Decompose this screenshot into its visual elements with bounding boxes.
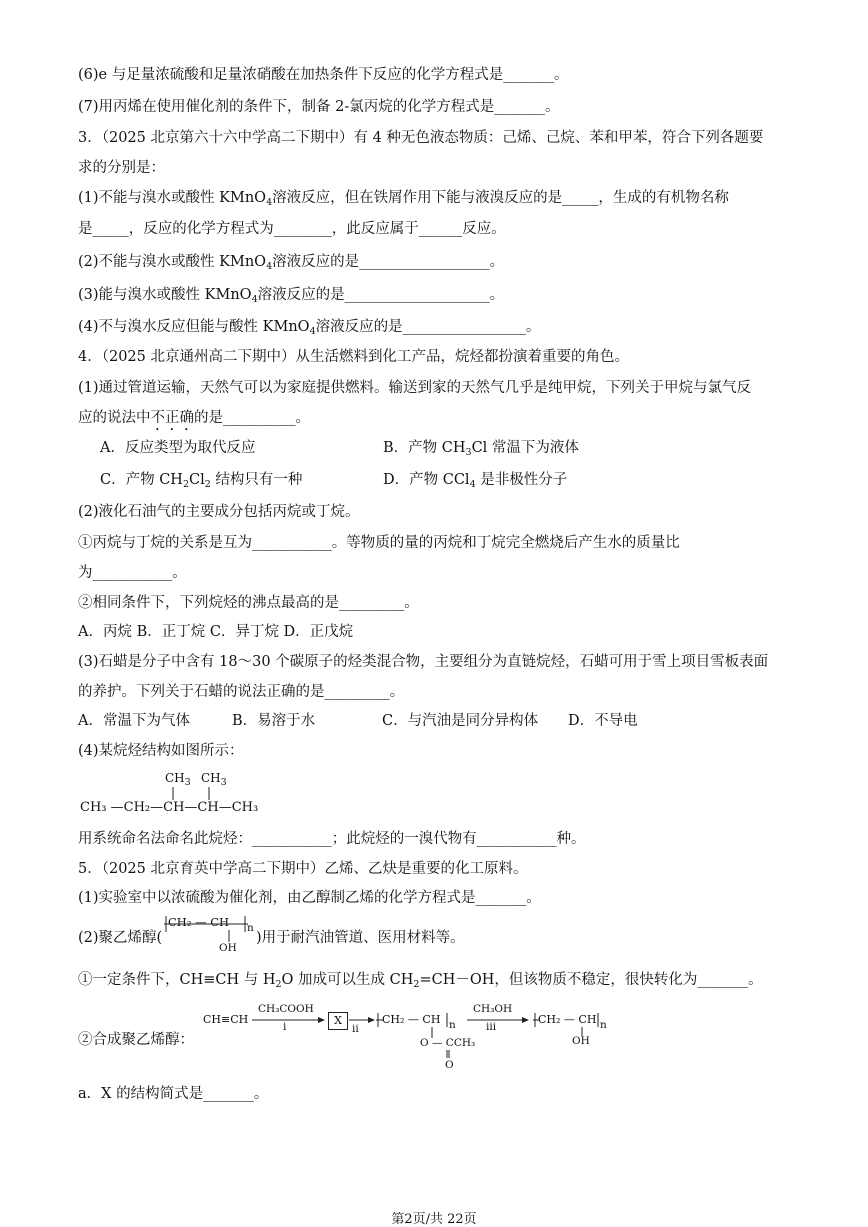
- q4-2-1-line2: 为___________。: [78, 565, 187, 581]
- q3-stem-1: 3．（2025 北京第六十六中学高二下期中）有 4 种无色液态物质：己烯、己烷、苯和甲苯，符合下列各题要: [78, 130, 764, 146]
- q3-3: (3)能与溴水或酸性 KMnO$_4$溶液反应的是____________________。: [78, 287, 505, 305]
- q3-stem-2: 求的分别是：: [78, 160, 165, 176]
- scheme-product-2: CH₂ — CH: [538, 1013, 597, 1026]
- scheme-n-2: n: [600, 1019, 607, 1031]
- pva-oh: OH: [219, 942, 237, 954]
- pva-chain: CH₂ — CH: [168, 915, 230, 929]
- q4-stem: 4．（2025 北京通州高二下期中）从生活燃料到化工产品，烷烃都扮演着重要的角色。: [78, 349, 629, 365]
- q4-1-line2: 应的说法中不正确的是__________。: [78, 410, 310, 426]
- q5-stem: 5．（2025 北京育英中学高二下期中）乙烯、乙炔是重要的化工原料。: [78, 861, 528, 877]
- scheme-start: CH≡CH: [203, 1013, 249, 1026]
- q4-3-option-a: A．常温下为气体: [78, 713, 190, 729]
- q4-4-name: 用系统命名法命名此烷烃：___________；此烷烃的一溴代物有___________种。: [78, 831, 586, 847]
- q5-1: (1)实验室中以浓硫酸为催化剂，由乙醇制乙烯的化学方程式是_______。: [78, 890, 541, 906]
- structure-branch-1: $CH_3$: [165, 771, 191, 788]
- scheme-x-box: X: [328, 1012, 348, 1030]
- q4-2-1-line1: ①丙烷与丁烷的关系是互为___________。等物质的量的丙烷和丁烷完全燃烧后产生水的质量比: [78, 535, 680, 551]
- q4-option-d: D．产物 CCl$_4$ 是非极性分子: [383, 472, 568, 490]
- scheme-reagent-3: CH₃OH: [473, 1003, 513, 1015]
- q4-3-option-c: C．与汽油是同分异构体: [382, 713, 539, 729]
- q3-4: (4)不与溴水反应但能与酸性 KMnO$_4$溶液反应的是_________________。: [78, 319, 541, 337]
- structure-branch-2: $CH_3$: [201, 771, 227, 788]
- q4-3-option-d: D．不导电: [568, 713, 638, 729]
- q4-option-b: B．产物 $CH_3Cl$ 常温下为液体: [383, 440, 579, 458]
- q4-2-2: ②相同条件下，下列烷烃的沸点最高的是_________。: [78, 595, 419, 611]
- scheme-step-2: ii: [352, 1023, 359, 1035]
- q4-option-a: A．反应类型为取代反应: [100, 440, 256, 456]
- q4-2: (2)液化石油气的主要成分包括丙烷或丁烷。: [78, 504, 360, 520]
- q2-7: (7)用丙烯在使用催化剂的条件下，制备 2-氯丙烷的化学方程式是_______。: [78, 99, 560, 115]
- q5-a: a．X 的结构简式是_______。: [78, 1086, 269, 1102]
- q5-2-pre: (2)聚乙烯醇(: [78, 930, 163, 946]
- q4-3-line2: 的养护。下列关于石蜡的说法正确的是_________。: [78, 684, 405, 700]
- q4-1-line1: (1)通过管道运输，天然气可以为家庭提供燃料。输送到家的天然气几乎是纯甲烷，下列关于甲烷与氯气反: [78, 380, 752, 396]
- scheme-step-1: i: [283, 1021, 287, 1033]
- q3-1-line1: (1)不能与溴水或酸性 KMnO$_4$溶液反应，但在铁屑作用下能与液溴反应的是_____，生成的有机物名称: [78, 190, 729, 208]
- scheme-step-3: iii: [486, 1021, 497, 1033]
- q4-option-c: C．产物 $CH_2Cl_2$ 结构只有一种: [100, 472, 303, 490]
- q2-6: (6)e 与足量浓硫酸和足量浓硝酸在加热条件下反应的化学方程式是_______。: [78, 67, 569, 83]
- q5-2-1: ①一定条件下，CH≡CH 与 $H_2O$ 加成可以生成 $CH_2=CH-OH$，但该物质不稳定，很快转化为_______。: [78, 972, 763, 990]
- scheme-n-1: n: [449, 1019, 456, 1031]
- q3-1-line2: 是_____，反应的化学方程式为________，此反应属于______反应。: [78, 221, 506, 237]
- q3-2: (2)不能与溴水或酸性 KMnO$_4$溶液反应的是__________________。: [78, 254, 505, 272]
- scheme-reagent-1: CH₃COOH: [258, 1003, 314, 1015]
- scheme-product-2-oh: OH: [572, 1035, 590, 1047]
- q5-2-2: ②合成聚乙烯醇：: [78, 1032, 194, 1048]
- q4-4: (4)某烷烃结构如图所示：: [78, 743, 244, 759]
- q4-3-line1: (3)石蜡是分子中含有 18～30 个碳原子的烃类混合物，主要组分为直链烷烃，石蜡可用于雪上项目雪板表面: [78, 654, 769, 670]
- scheme-product-1: CH₂ — CH: [382, 1013, 441, 1026]
- page-footer: 第2页/共 22页: [391, 1212, 477, 1227]
- pva-n: n: [247, 922, 254, 934]
- q4-3-option-b: B．易溶于水: [232, 713, 316, 729]
- q4-2-2-options: A．丙烷 B．正丁烷 C．异丁烷 D．正戊烷: [78, 624, 354, 640]
- scheme-product-1-ester: O — CCH₃: [420, 1037, 476, 1049]
- scheme-product-1-o: O: [445, 1059, 454, 1071]
- q5-2-post: )用于耐汽油管道、医用材料等。: [256, 930, 465, 946]
- structure-main-chain: CH₃ —CH₂—CH—CH—CH₃: [80, 800, 259, 815]
